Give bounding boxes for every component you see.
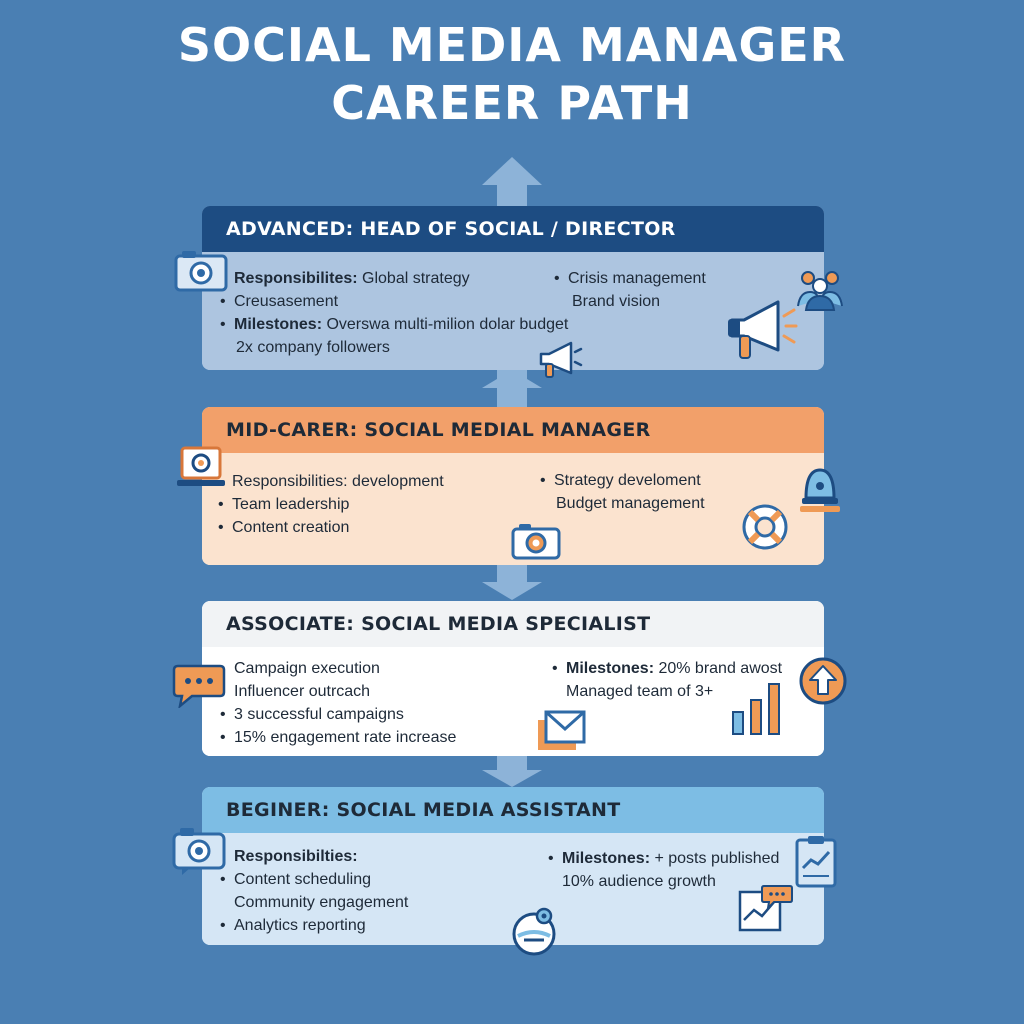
list-item: Community engagement xyxy=(234,894,409,911)
list-item: • Content scheduling xyxy=(220,871,371,888)
camera-icon xyxy=(511,522,561,560)
list-item: • Creusasement xyxy=(220,293,339,310)
list-item-text: 3 successful campaigns xyxy=(234,706,404,723)
list-item-text: Content creation xyxy=(232,519,350,536)
megaphone-small-icon xyxy=(537,340,583,380)
milestones-label: Milestones: xyxy=(562,850,651,867)
connector-arrow-1 xyxy=(482,370,542,407)
list-item: Managed team of 3+ xyxy=(566,683,714,700)
connector-arrow-2 xyxy=(482,565,542,600)
milestones-text: Overswa multi-milion dolar budget xyxy=(322,316,569,333)
milestones-line: • Milestones: Overswa multi-milion dolar budget xyxy=(220,316,569,333)
responsibilities-line xyxy=(234,270,470,288)
title-line-1: SOCIAL MEDIA MANAGER xyxy=(177,18,847,72)
list-item: Campaign execution xyxy=(234,660,380,677)
list-item: Brand vision xyxy=(572,293,661,310)
level-heading: MID-CARER: SOCIAL MEDIAL MANAGER xyxy=(202,407,824,453)
milestones-text: 20% brand awost xyxy=(654,660,783,677)
connector-arrow-3 xyxy=(482,756,542,787)
list-item: • Strategy develoment xyxy=(540,472,701,489)
list-item: 10% audience growth xyxy=(562,873,716,890)
list-item: • Team leadership xyxy=(218,496,350,513)
list-item: • Crisis management xyxy=(554,270,706,287)
milestones-line: • Milestones: 20% brand awost xyxy=(552,660,783,677)
responsibilities-line: Responsibilities: development xyxy=(232,473,444,490)
bell-icon xyxy=(796,462,844,514)
milestones-line: • Milestones: + posts published xyxy=(548,850,780,867)
level-heading: ASSOCIATE: SOCIAL MEDIA SPECIALIST xyxy=(202,601,824,647)
clipboard-chart-icon xyxy=(794,834,838,888)
list-item: Budget management xyxy=(556,495,705,512)
envelope-icon xyxy=(536,710,586,754)
list-item-text: Creusasement xyxy=(234,293,339,310)
milestones-label: Milestones: xyxy=(234,316,323,333)
list-item-text: Analytics reporting xyxy=(234,917,366,934)
page-title xyxy=(0,16,1024,132)
camera-icon xyxy=(174,248,228,292)
chat-bubble-icon xyxy=(172,662,226,708)
list-item-text: Team leadership xyxy=(232,496,350,513)
bar-chart-icon xyxy=(730,680,784,736)
list-item-text: 15% engagement rate increase xyxy=(234,729,457,746)
top-up-arrow xyxy=(482,157,542,207)
responsibilities-text: Global strategy xyxy=(357,270,470,287)
list-item: • Analytics reporting xyxy=(220,917,366,934)
list-item: Influencer outrcach xyxy=(234,683,371,700)
title-line-2: CAREER PATH xyxy=(331,76,693,130)
camera-icon xyxy=(172,826,226,876)
responsibilities-label: Responsibilites: xyxy=(234,270,358,287)
list-item: • Content creation xyxy=(218,519,350,536)
analytics-badge-icon xyxy=(510,906,558,956)
list-item: 2x company followers xyxy=(236,339,390,356)
laptop-icon xyxy=(176,446,226,490)
responsibilities-label: Responsibilties: xyxy=(234,848,358,865)
up-arrow-icon xyxy=(798,656,848,706)
level-heading: BEGINER: SOCIAL MEDIA ASSISTANT xyxy=(202,787,824,833)
megaphone-icon xyxy=(726,298,798,364)
milestones-label: Milestones: xyxy=(566,660,655,677)
list-item-text: Content scheduling xyxy=(234,871,371,888)
milestones-text: + posts published xyxy=(650,850,780,867)
list-item: • 15% engagement rate increase xyxy=(220,729,457,746)
team-icon xyxy=(796,266,844,312)
level-heading: ADVANCED: HEAD OF SOCIAL / DIRECTOR xyxy=(202,206,824,252)
list-item-text: Crisis management xyxy=(568,270,706,287)
lifebuoy-icon xyxy=(740,502,790,552)
list-item: • 3 successful campaigns xyxy=(220,706,404,723)
chart-chat-icon xyxy=(738,884,794,932)
list-item-text: Strategy develoment xyxy=(554,472,701,489)
